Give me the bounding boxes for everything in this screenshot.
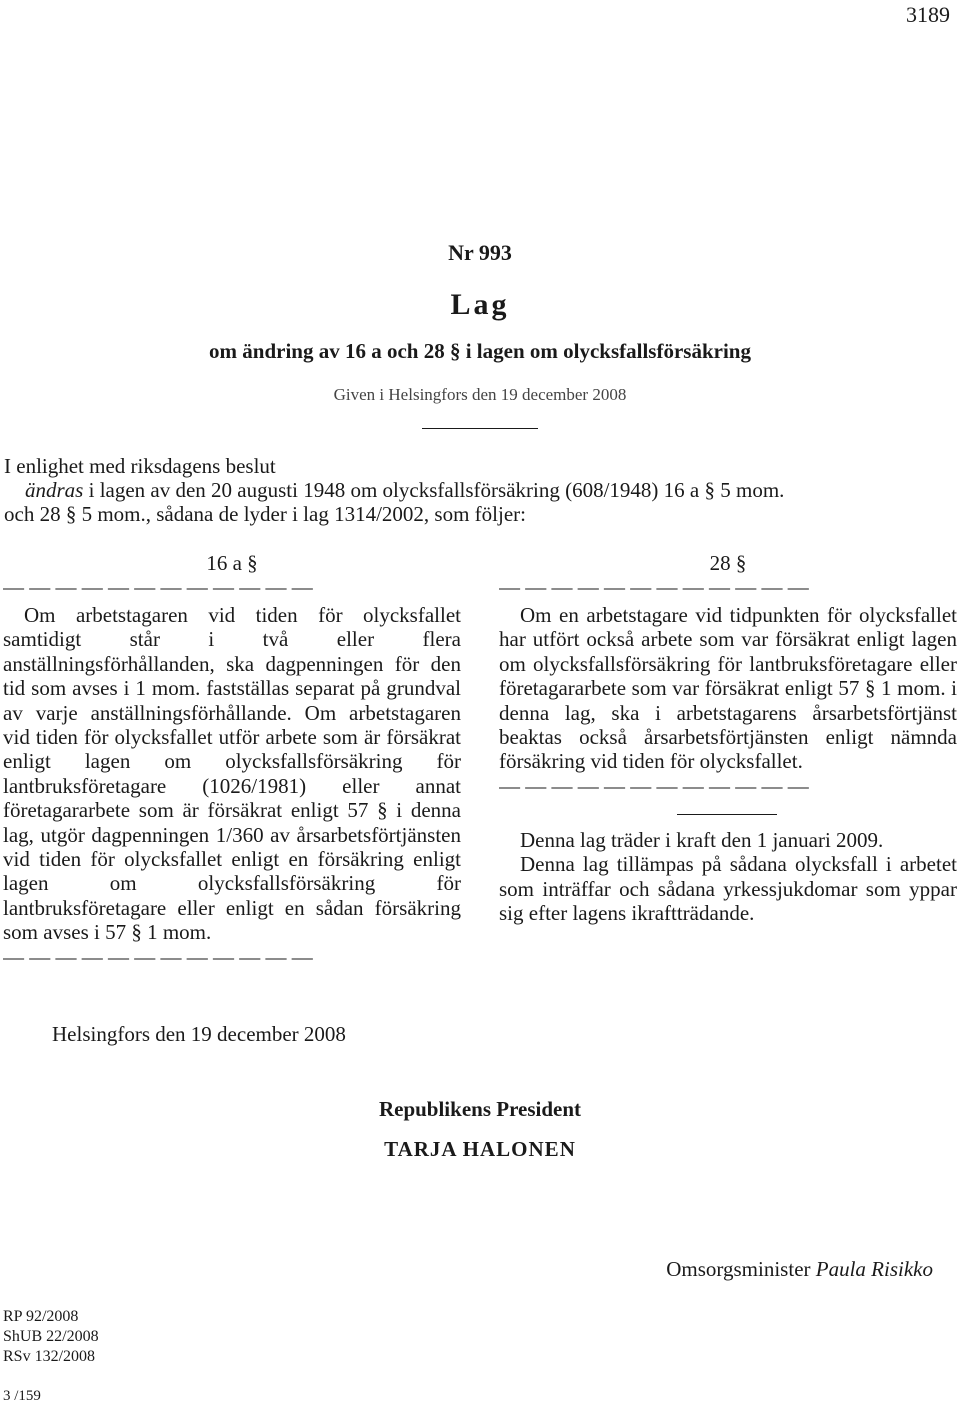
place-and-date: Helsingfors den 19 december 2008 [52,1022,346,1046]
section-body: Om en arbetstagare vid tidpunkten för olycksfallet har utfört också arbete som var försäkrat enligt lagen om olycksfallsförsäkring för lantbruksföretagare eller företagararbete som var försäkrat enligt 57 § 1 mom. i denna lag, ska i arbetstagarens årsarbetsförtjänst beaktas också årsarbetsförtjänsten enligt nämnda försäkring vid tiden för olycksfallet. [499,603,957,774]
omission-dashes: — — — — — — — — — — — — [3,577,313,599]
omission-dashes: — — — — — — — — — — — — [499,577,809,599]
minister-signature [666,1257,933,1282]
omission-dashes-end: — — — — — — — — — — — — [499,775,809,798]
effective-divider-wrap [499,802,957,828]
intro-line-3: och 28 § 5 mom., sådana de lyder i lag 1314/2002, som följer: [4,502,526,526]
president-title: Republikens President [378,1097,582,1121]
intro-line-2-rest: i lagen av den 20 augusti 1948 om olycksfallsförsäkring (608/1948) 16 a § 5 mom. [83,478,785,502]
section-28 [499,549,957,925]
footer-code: 3 /159 [3,1388,41,1404]
section-heading: 16 a § [206,551,258,575]
document-subtitle: om ändring av 16 a och 28 § i lagen om olycksfallsförsäkring [209,339,751,363]
section-heading: 28 § [709,551,747,575]
references [3,1307,99,1367]
section-16a [3,549,461,973]
application-clause: Denna lag tillämpas på sådana olycksfall i arbetet som inträffar och sådana yrkessjukdomar som yppar sig efter lagens ikraftträdande. [499,852,957,926]
intro-line-1: I enlighet med riksdagens beslut [4,454,276,478]
header-divider [422,428,538,429]
minister-name: Paula Risikko [815,1257,933,1281]
reference-item: RSv 132/2008 [3,1348,96,1365]
document-title: Lag [450,288,510,321]
intro-paragraph [4,454,954,526]
statute-number: Nr 993 [448,240,512,265]
page-number: 3189 [906,2,950,27]
intro-amend-word: ändras [25,478,84,502]
president-name: TARJA HALONEN [384,1137,576,1161]
reference-item: ShUB 22/2008 [3,1328,99,1345]
effective-divider [677,814,777,815]
minister-title: Omsorgsminister [666,1257,816,1281]
reference-item: RP 92/2008 [3,1308,79,1325]
given-date: Given i Helsingfors den 19 december 2008 [333,385,627,404]
omission-dashes-end: — — — — — — — — — — — — [3,946,313,969]
intro-line-2 [4,478,954,502]
section-body: Om arbetstagaren vid tiden för olycksfallet samtidigt står i två eller flera anställningsförhållanden, ska dagpenningen för den tid som avses i 1 mom. fastställas separat på grundval av varje anställningsförhållande. Om arbetstagaren vid tiden för olycksfallet utför arbete som är försäkrat enligt lagen om olycksfallsförsäkring för lantbruksföretagare (1026/1981) eller annat företagararbete som är försäkrat enligt 57 § i denna lag, utgör dagpenningen 1/360 av årsarbetsförtjänsten vid tiden för olycksfallet enligt en försäkring enligt lagen om olycksfallsförsäkring för lantbruksföretagare eller enligt en sådan försäkring som avses i 57 § 1 mom. [3,603,461,945]
effective-date-clause: Denna lag träder i kraft den 1 januari 2009. [520,827,884,852]
